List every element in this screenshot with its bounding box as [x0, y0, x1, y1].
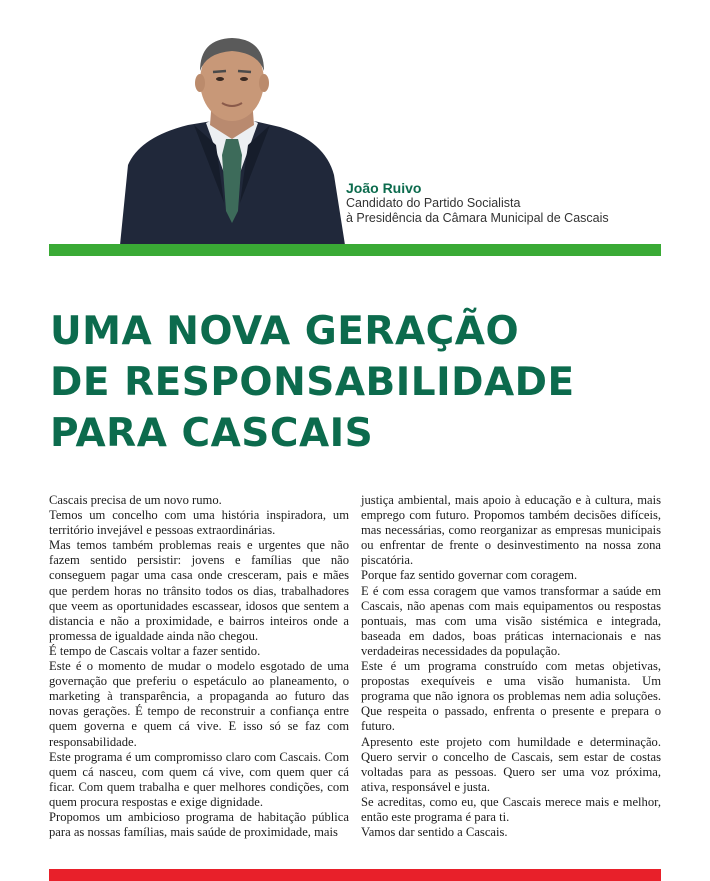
headline-line-3: PARA CASCAIS — [50, 411, 374, 456]
paragraph: Porque faz sentido governar com coragem. — [361, 568, 578, 583]
paragraph: justiça ambiental, mais apoio à educação e à cultura, mais emprego com futuro. Propomos também decisões difíceis, mas necessárias, como reorganizar as empresas municipais ou enfrentar de frente o desinvestimento na nossa zona piscatória. — [361, 493, 661, 568]
red-divider — [49, 869, 661, 881]
paragraph: Se acreditas, como eu, que Cascais merece mais e melhor, então este programa é para ti. — [361, 794, 661, 824]
green-divider — [49, 244, 661, 256]
candidate-role-line-1: Candidato do Partido Socialista — [346, 196, 521, 210]
paragraph: Vamos dar sentido a Cascais. — [361, 825, 508, 840]
body-column-left — [49, 493, 349, 840]
headline-line-2: DE RESPONSABILIDADE — [50, 360, 575, 405]
paragraph: Apresento este projeto com humildade e determinação. Quero servir o concelho de Cascais, sem estar de costas voltadas para as pessoas. Quero ser uma voz próxima, ativa, responsável e justa. — [361, 734, 661, 794]
headline-line-1: UMA NOVA GERAÇÃO — [50, 309, 520, 354]
paragraph: E é com essa coragem que vamos transformar a saúde em Cascais, não apenas com mais equipamentos ou respostas pontuais, mas com uma visão sistémica e integrada, baseada em dados, boas práticas internacionais e nas verdadeiras necessidades da população. — [361, 583, 661, 658]
paragraph: Este programa é um compromisso claro com Cascais. Com quem cá nasceu, com quem cá vive, com quem quer cá ficar. Com quem trabalha e quer melhores condições, com quem procura respostas e exige dignidade. — [49, 749, 349, 809]
paragraph: Propomos um ambicioso programa de habitação pública para as nossas famílias, mais saúde de proximidade, mais — [49, 809, 349, 840]
paragraph: Mas temos também problemas reais e urgentes que não fazem sentido persistir: jovens e famílias que não conseguem pagar uma casa onde cresceram, pais e mães que perdem horas no trânsito todos os dias, trabalhadores que veem as oportunidades escassear, idosos que sentem a distancia e não a proximidade, e bairros inteiros onde a promessa de igualdade ainda não chegou. — [49, 538, 349, 643]
headline — [50, 306, 690, 459]
body-column-right — [361, 493, 661, 840]
paragraph: É tempo de Cascais voltar a fazer sentido. — [49, 643, 261, 658]
candidate-caption — [346, 180, 609, 226]
paragraph: Cascais precisa de um novo rumo. — [49, 493, 222, 507]
paragraph: Este é o momento de mudar o modelo esgotado de uma governação que preferiu o espetáculo ao planeamento, o marketing à transparência, a propaganda ao futuro das novas gerações. É tempo de reconstruir a confiança entre quem governa e quem cá vive. E isso só se faz com responsabilidade. — [49, 659, 349, 749]
paragraph: Temos um concelho com uma história inspiradora, um território invejável e pessoas extraordinárias. — [49, 508, 349, 538]
candidate-role-line-2: à Presidência da Câmara Municipal de Cascais — [346, 211, 609, 225]
paragraph: Este é um programa construído com metas objetivas, propostas exequíveis e uma visão humanista. Um programa que não ignora os problemas nem adia soluções. Que respeita o passado, enfrenta o presente e prepara o futuro. — [361, 659, 661, 734]
candidate-name: João Ruivo — [346, 180, 422, 196]
candidate-photo — [120, 25, 345, 245]
